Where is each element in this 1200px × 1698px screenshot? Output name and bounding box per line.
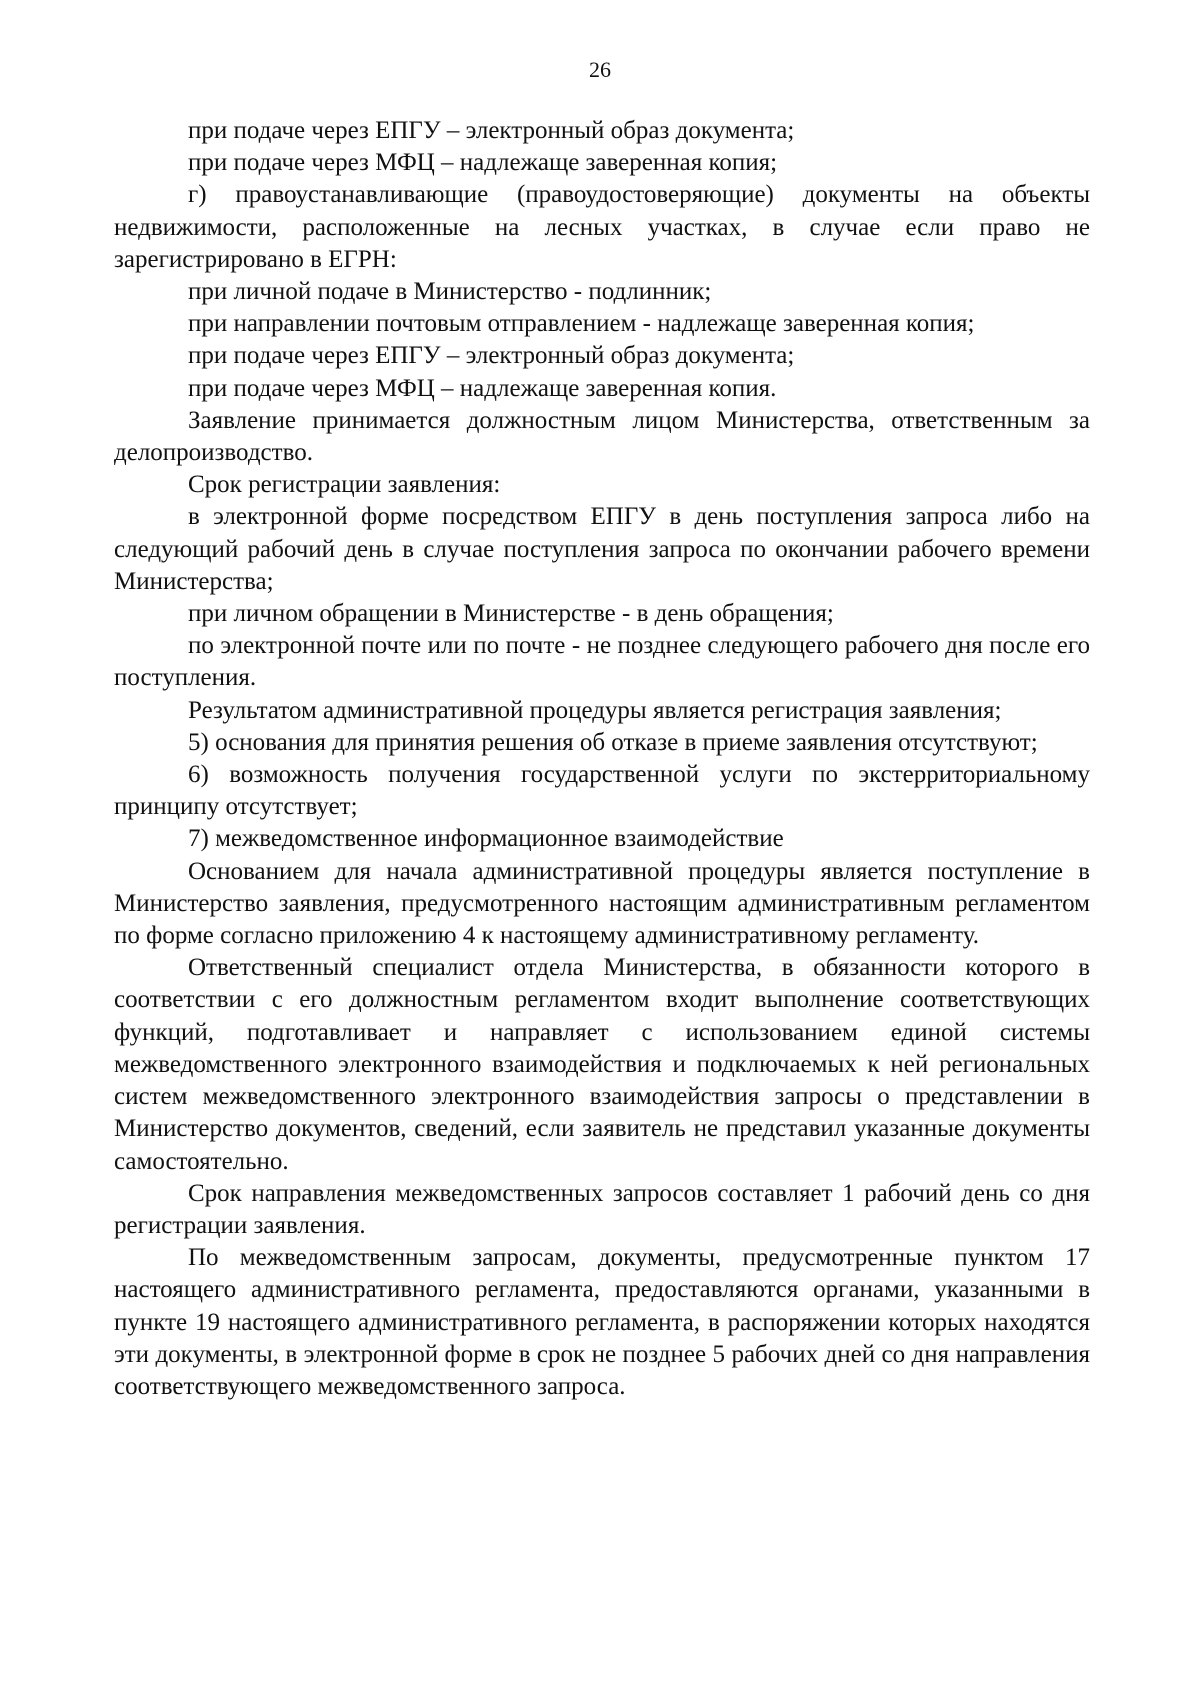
paragraph: Заявление принимается должностным лицом Министерства, ответственным за делопроизводство. [114, 406, 1090, 467]
paragraph: при подаче через ЕПГУ – электронный образ документа; [188, 342, 795, 370]
paragraph: при подаче через ЕПГУ – электронный образ документа; [188, 117, 795, 144]
paragraph: Ответственный специалист отдела Министерства, в обязанности которого в соответствии с его должностным регламентом входит выполнение соответствующих функций, подготавливает и направляет с использованием единой системы межведомственного электронного взаимодействия и подключаемых к ней региональных систем межведомственного электронного взаимодействия запросы о представлении в Министерство документов, сведений, если заявитель не представил указанные документы самостоятельно. [114, 954, 1090, 1175]
paragraph: Срок регистрации заявления: [188, 471, 501, 499]
paragraph: 5) основания для принятия решения об отказе в приеме заявления отсутствуют; [188, 728, 1038, 756]
paragraph: при личной подаче в Министерство - подлинник; [188, 278, 712, 306]
paragraph: при личном обращении в Министерстве - в день обращения; [188, 600, 834, 628]
paragraph: при направлении почтовым отправлением - надлежаще заверенная копия; [188, 310, 975, 338]
page-number: 26 [589, 57, 611, 82]
paragraph: Срок направления межведомственных запросов составляет 1 рабочий день со дня регистрации заявления. [114, 1179, 1090, 1239]
paragraph: по электронной почте или по почте - не позднее следующего рабочего дня после его поступления. [114, 632, 1090, 692]
paragraph: 6) возможность получения государственной услуги по экстерриториальному принципу отсутствует; [114, 761, 1090, 821]
paragraph: при подаче через МФЦ – надлежаще заверенная копия. [188, 374, 777, 402]
paragraph: Результатом административной процедуры является регистрация заявления; [188, 696, 1002, 724]
paragraph: при подаче через МФЦ – надлежаще заверенная копия; [188, 149, 778, 177]
paragraph: г) правоустанавливающие (правоудостоверяющие) документы на объекты недвижимости, расположенные на лесных участках, в случае если право не зарегистрировано в ЕГРН: [114, 181, 1090, 273]
paragraph: Основанием для начала административной процедуры является поступление в Министерство заявления, предусмотренного настоящим административным регламентом по форме согласно приложению 4 к настоящему административному регламенту. [114, 857, 1090, 950]
paragraph: По межведомственным запросам, документы, предусмотренные пунктом 17 настоящего административного регламента, предоставляются органами, указанными в пункте 19 настоящего административного регламента, в распоряжении которых находятся эти документы, в электронной форме в срок не позднее 5 рабочих дней со дня направления соответствующего межведомственного запроса. [114, 1244, 1090, 1400]
paragraph: 7) межведомственное информационное взаимодействие [188, 825, 784, 853]
document-body [114, 115, 1090, 1403]
paragraph: в электронной форме посредством ЕПГУ в день поступления запроса либо на следующий рабочий день в случае поступления запроса по окончании рабочего времени Министерства; [114, 503, 1090, 595]
